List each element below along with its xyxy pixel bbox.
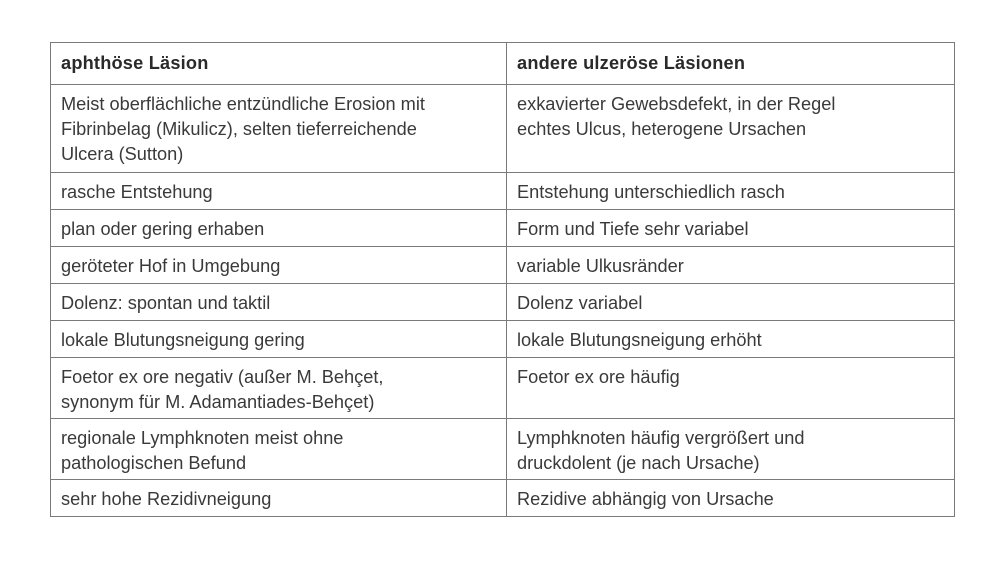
table-row — [51, 173, 955, 210]
cell-text-line: regionale Lymphknoten meist ohne — [61, 428, 344, 448]
cell-text-line: Entstehung unterschiedlich rasch — [517, 182, 785, 202]
table-header-row — [51, 43, 955, 85]
cell-aphthous — [51, 85, 507, 173]
cell-text-line: synonym für M. Adamantiades-Behçet) — [61, 392, 375, 412]
cell-text-line: rasche Entstehung — [61, 182, 213, 202]
cell-other-ulcerative — [507, 321, 955, 358]
cell-other-ulcerative — [507, 419, 955, 480]
table-row — [51, 419, 955, 480]
cell-text-line: Fibrinbelag (Mikulicz), selten tieferreichende — [61, 119, 417, 139]
cell-aphthous — [51, 210, 507, 247]
cell-aphthous — [51, 419, 507, 480]
cell-text-line: Lymphknoten häufig vergrößert und — [517, 428, 805, 448]
cell-aphthous — [51, 247, 507, 284]
cell-aphthous — [51, 284, 507, 321]
cell-text-line: Foetor ex ore häufig — [517, 367, 680, 387]
cell-text-line: pathologischen Befund — [61, 453, 247, 473]
table-row — [51, 210, 955, 247]
cell-text-line: echtes Ulcus, heterogene Ursachen — [517, 119, 807, 139]
cell-other-ulcerative — [507, 85, 955, 173]
cell-text-line: variable Ulkusränder — [517, 256, 684, 276]
table-row — [51, 321, 955, 358]
cell-text-line: sehr hohe Rezidivneigung — [61, 489, 272, 509]
comparison-table — [50, 42, 955, 517]
cell-text-line: Dolenz: spontan und taktil — [61, 293, 271, 313]
header-other-ulcerative-lesions: andere ulzeröse Läsionen — [507, 43, 955, 85]
cell-other-ulcerative — [507, 210, 955, 247]
cell-text-line: Meist oberflächliche entzündliche Erosion mit — [61, 94, 425, 114]
table-row — [51, 284, 955, 321]
cell-text-line: lokale Blutungsneigung erhöht — [517, 330, 762, 350]
cell-aphthous — [51, 480, 507, 517]
cell-text-line: Ulcera (Sutton) — [61, 144, 184, 164]
cell-other-ulcerative — [507, 284, 955, 321]
cell-other-ulcerative — [507, 247, 955, 284]
table-row — [51, 480, 955, 517]
cell-other-ulcerative — [507, 480, 955, 517]
cell-text-line: lokale Blutungsneigung gering — [61, 330, 305, 350]
cell-other-ulcerative — [507, 358, 955, 419]
cell-text-line: plan oder gering erhaben — [61, 219, 265, 239]
cell-text-line: druckdolent (je nach Ursache) — [517, 453, 760, 473]
table-row — [51, 85, 955, 173]
cell-aphthous — [51, 358, 507, 419]
table-row — [51, 247, 955, 284]
cell-text-line: exkavierter Gewebsdefekt, in der Regel — [517, 94, 836, 114]
header-aphthous-lesion: aphthöse Läsion — [51, 43, 507, 85]
cell-aphthous — [51, 321, 507, 358]
cell-text-line: Foetor ex ore negativ (außer M. Behçet, — [61, 367, 384, 387]
cell-aphthous — [51, 173, 507, 210]
table-body — [51, 85, 955, 517]
cell-text-line: Dolenz variabel — [517, 293, 643, 313]
cell-text-line: Rezidive abhängig von Ursache — [517, 489, 774, 509]
cell-text-line: Form und Tiefe sehr variabel — [517, 219, 749, 239]
cell-other-ulcerative — [507, 173, 955, 210]
cell-text-line: geröteter Hof in Umgebung — [61, 256, 281, 276]
comparison-table-container — [50, 42, 954, 517]
table-row — [51, 358, 955, 419]
